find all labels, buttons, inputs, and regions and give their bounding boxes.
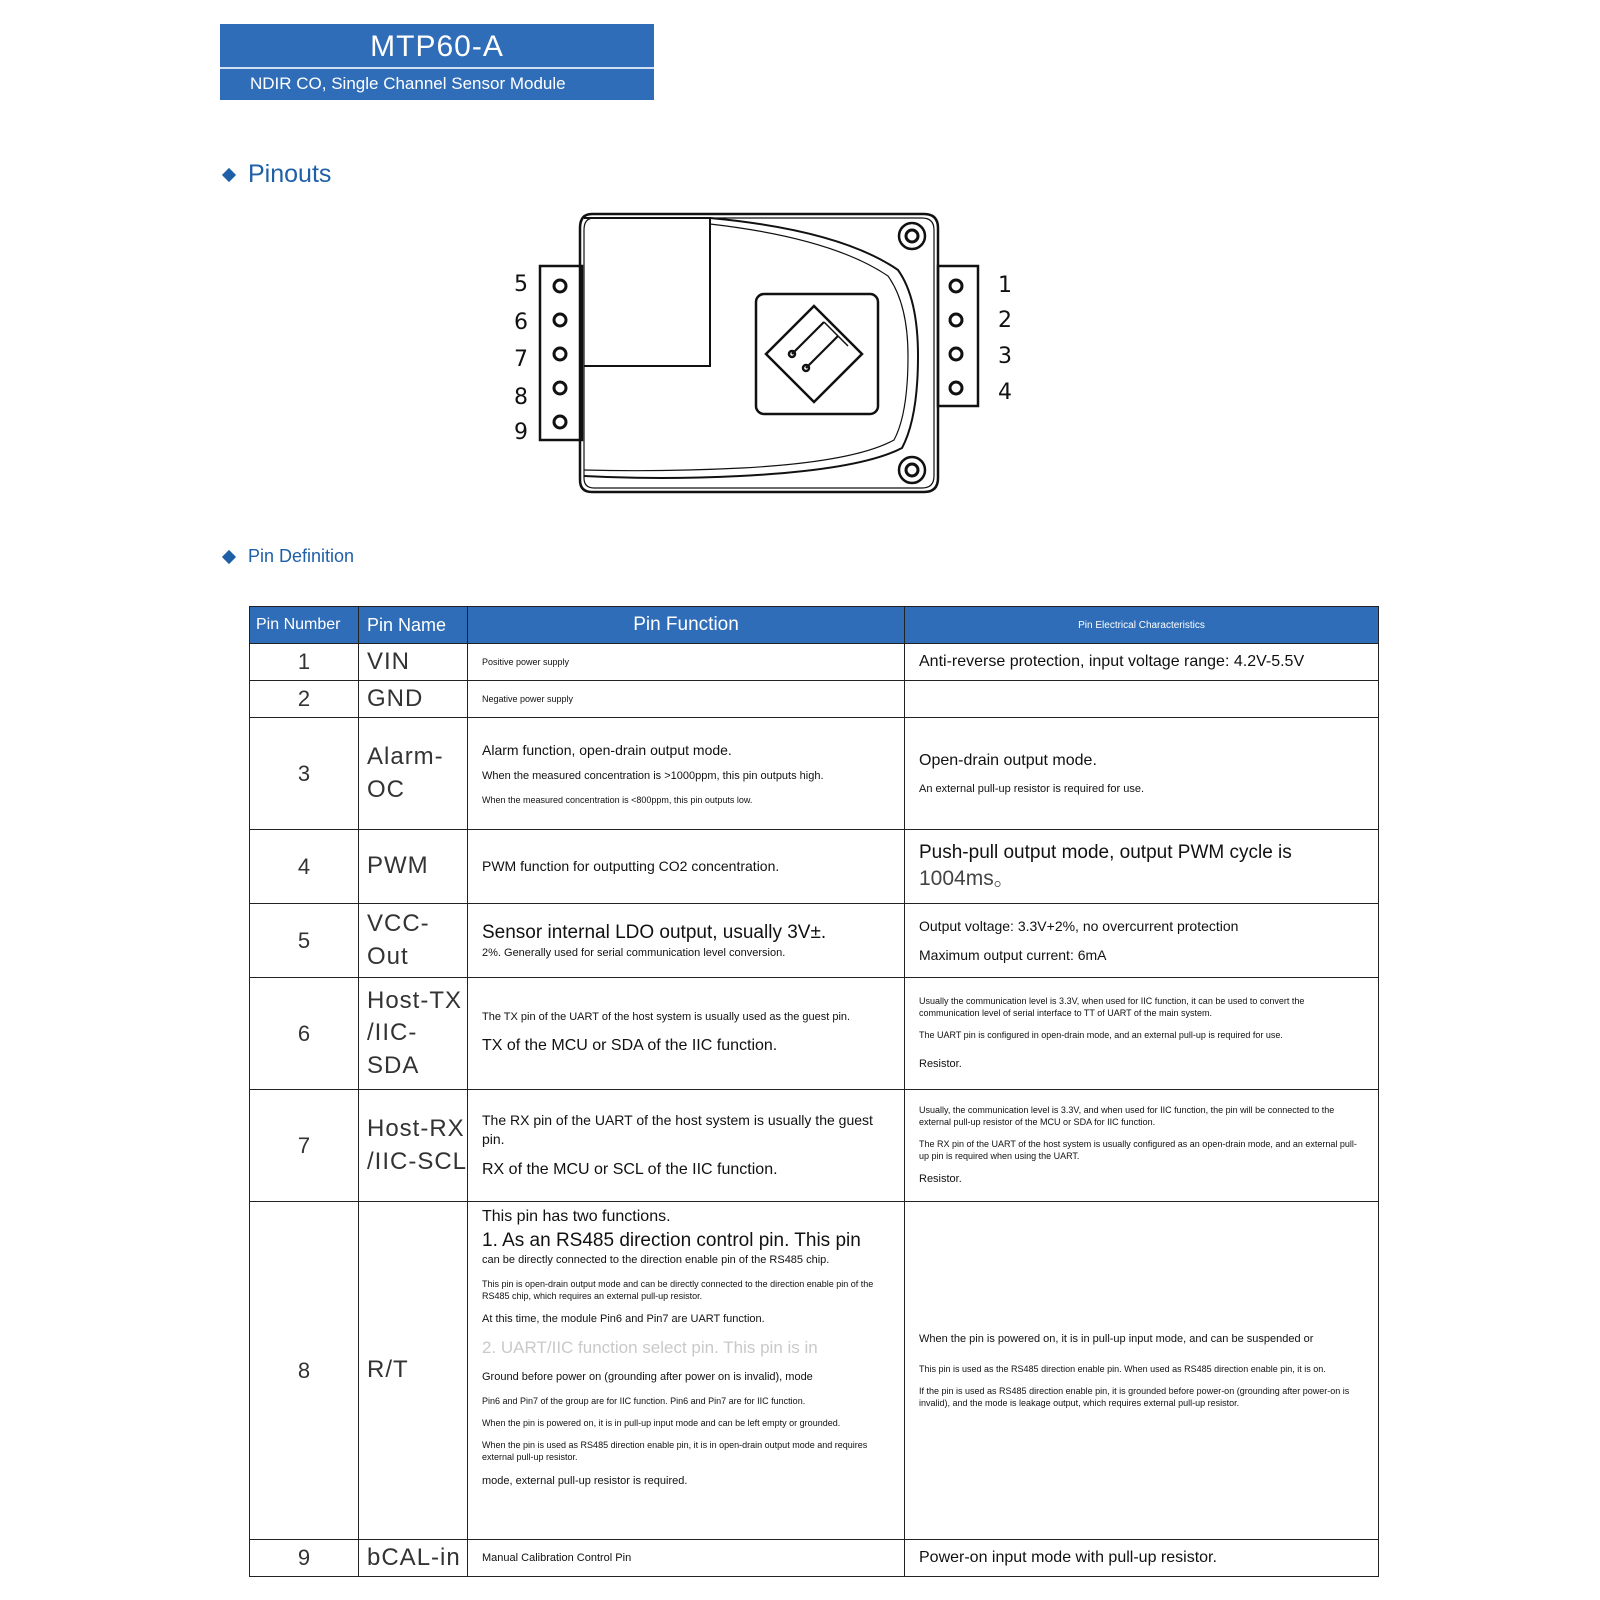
pin-definition-table	[249, 606, 1379, 1577]
pin-number: 9	[250, 1540, 359, 1577]
table-row	[250, 1090, 1379, 1202]
pin-label-4: 4	[998, 380, 1012, 405]
table-row	[250, 644, 1379, 681]
pin-function: Alarm function, open-drain output mode. When the measured concentration is >1000ppm, this pin outputs high. When the measured concentration is <800ppm, this pin outputs low.	[468, 718, 905, 830]
pin-characteristics: Power-on input mode with pull-up resistor.	[905, 1540, 1379, 1577]
header-pin-name: Pin Name	[359, 607, 468, 644]
pin-number: 4	[250, 830, 359, 904]
diamond-bullet-icon	[222, 167, 236, 181]
banner-divider	[220, 67, 654, 69]
pin-characteristics: Open-drain output mode. An external pull-up resistor is required for use.	[905, 718, 1379, 830]
table-row	[250, 681, 1379, 718]
pin-characteristics	[905, 681, 1379, 718]
pin-function: PWM function for outputting CO2 concentration.	[468, 830, 905, 904]
pin-label-6: 6	[514, 310, 528, 335]
product-subtitle: NDIR CO, Single Channel Sensor Module	[250, 74, 566, 93]
pin-characteristics: Output voltage: 3.3V+2%, no overcurrent protection Maximum output current: 6mA	[905, 904, 1379, 978]
section-heading-pinouts	[224, 160, 331, 189]
pin-number: 2	[250, 681, 359, 718]
pin-label-3: 3	[998, 344, 1012, 369]
pin-characteristics: Usually the communication level is 3.3V, when used for IIC function, it can be used to convert the communication level of serial interface to TT of UART of the main system. The UART pin is configured in open-drain mode, and an external pull-up is required for use. Resistor.	[905, 978, 1379, 1090]
pin-number: 5	[250, 904, 359, 978]
pin-number: 3	[250, 718, 359, 830]
pin-function: This pin has two functions. 1. As an RS485 direction control pin. This pin can be directly connected to the direction enable pin of the RS485 chip. This pin is open-drain output mode and can be directly connected to the direction enable pin of the RS485 chip, which requires an external pull-up resistor. At this time, the module Pin6 and Pin7 are UART function. 2. UART/IIC function select pin. This pin is in Ground before power on (grounding after power on is invalid), mode Pin6 and Pin7 of the group are for IIC function. Pin6 and Pin7 are for IIC function. When the pin is powered on, it is in pull-up input mode and can be left empty or grounded. When the pin is used as RS485 direction enable pin, it is in open-drain output mode and requires external pull-up resistor. mode, external pull-up resistor is required.	[468, 1202, 905, 1540]
pin-function: The RX pin of the UART of the host system is usually the guest pin. RX of the MCU or SCL of the IIC function.	[468, 1090, 905, 1202]
pin-label-7: 7	[514, 347, 528, 372]
sensor-body-outline	[580, 214, 938, 492]
title-banner	[220, 24, 654, 100]
pin-characteristics: Usually, the communication level is 3.3V, and when used for IIC function, the pin will be connected to the external pull-up resistor of the MCU or SDA for IIC function. The RX pin of the UART of the host system is usually configured as an open-drain mode, and an external pull-up pin is required when using the UART. Resistor.	[905, 1090, 1379, 1202]
pin-name: PWM	[359, 830, 468, 904]
pin-number: 8	[250, 1202, 359, 1540]
table-row	[250, 1202, 1379, 1540]
pin-label-8: 8	[514, 385, 528, 410]
section-heading-pin-definition	[224, 546, 354, 567]
pin-name: Host-RX /IIC-SCL	[359, 1090, 468, 1202]
pin-definition-label: Pin Definition	[248, 546, 355, 566]
pin-label-5: 5	[514, 272, 528, 297]
product-title: MTP60-A	[370, 30, 504, 63]
pin-name: GND	[359, 681, 468, 718]
pin-function: Positive power supply	[468, 644, 905, 681]
pin-name: VCC- Out	[359, 904, 468, 978]
pin-name: bCAL-in	[359, 1540, 468, 1577]
header-pin-number: Pin Number	[250, 607, 359, 644]
diamond-bullet-icon	[222, 549, 236, 563]
header-pin-function: Pin Function	[468, 607, 905, 644]
pin-number: 6	[250, 978, 359, 1090]
pin-characteristics: When the pin is powered on, it is in pull-up input mode, and can be suspended or This pin is used as the RS485 direction enable pin. When used as RS485 direction enable pin, it is on. If the pin is used as RS485 direction enable pin, it is grounded before power-on (grounding after power-on is invalid), and the mode is leakage output, which requires external pull-up resistor.	[905, 1202, 1379, 1540]
table-row	[250, 718, 1379, 830]
right-connector	[938, 266, 978, 406]
pin-name: Alarm- OC	[359, 718, 468, 830]
table-row	[250, 978, 1379, 1090]
header-pin-characteristics: Pin Electrical Characteristics	[905, 607, 1379, 644]
pin-name: VIN	[359, 644, 468, 681]
pin-label-2: 2	[998, 308, 1012, 333]
pin-function: Manual Calibration Control Pin	[468, 1540, 905, 1577]
table-row	[250, 904, 1379, 978]
table-row	[250, 1540, 1379, 1577]
pin-label-9: 9	[514, 420, 528, 445]
pin-function: The TX pin of the UART of the host system is usually used as the guest pin. TX of the MCU or SDA of the IIC function.	[468, 978, 905, 1090]
pinouts-label: Pinouts	[248, 160, 332, 188]
pin-function: Sensor internal LDO output, usually 3V±. 2%. Generally used for serial communication level conversion.	[468, 904, 905, 978]
pin-number: 1	[250, 644, 359, 681]
pin-label-1: 1	[998, 273, 1012, 298]
pin-name: Host-TX /IIC-SDA	[359, 978, 468, 1090]
table-header-row	[250, 607, 1379, 644]
pin-name: R/T	[359, 1202, 468, 1540]
pin-function: Negative power supply	[468, 681, 905, 718]
pin-number: 7	[250, 1090, 359, 1202]
table-row	[250, 830, 1379, 904]
pin-characteristics: Anti-reverse protection, input voltage range: 4.2V-5.5V	[905, 644, 1379, 681]
pin-characteristics: Push-pull output mode, output PWM cycle is 1004ms。	[905, 830, 1379, 904]
logo-plate	[756, 294, 878, 414]
sensor-logo-icon	[766, 306, 862, 402]
sensor-pinout-diagram	[510, 208, 1050, 508]
